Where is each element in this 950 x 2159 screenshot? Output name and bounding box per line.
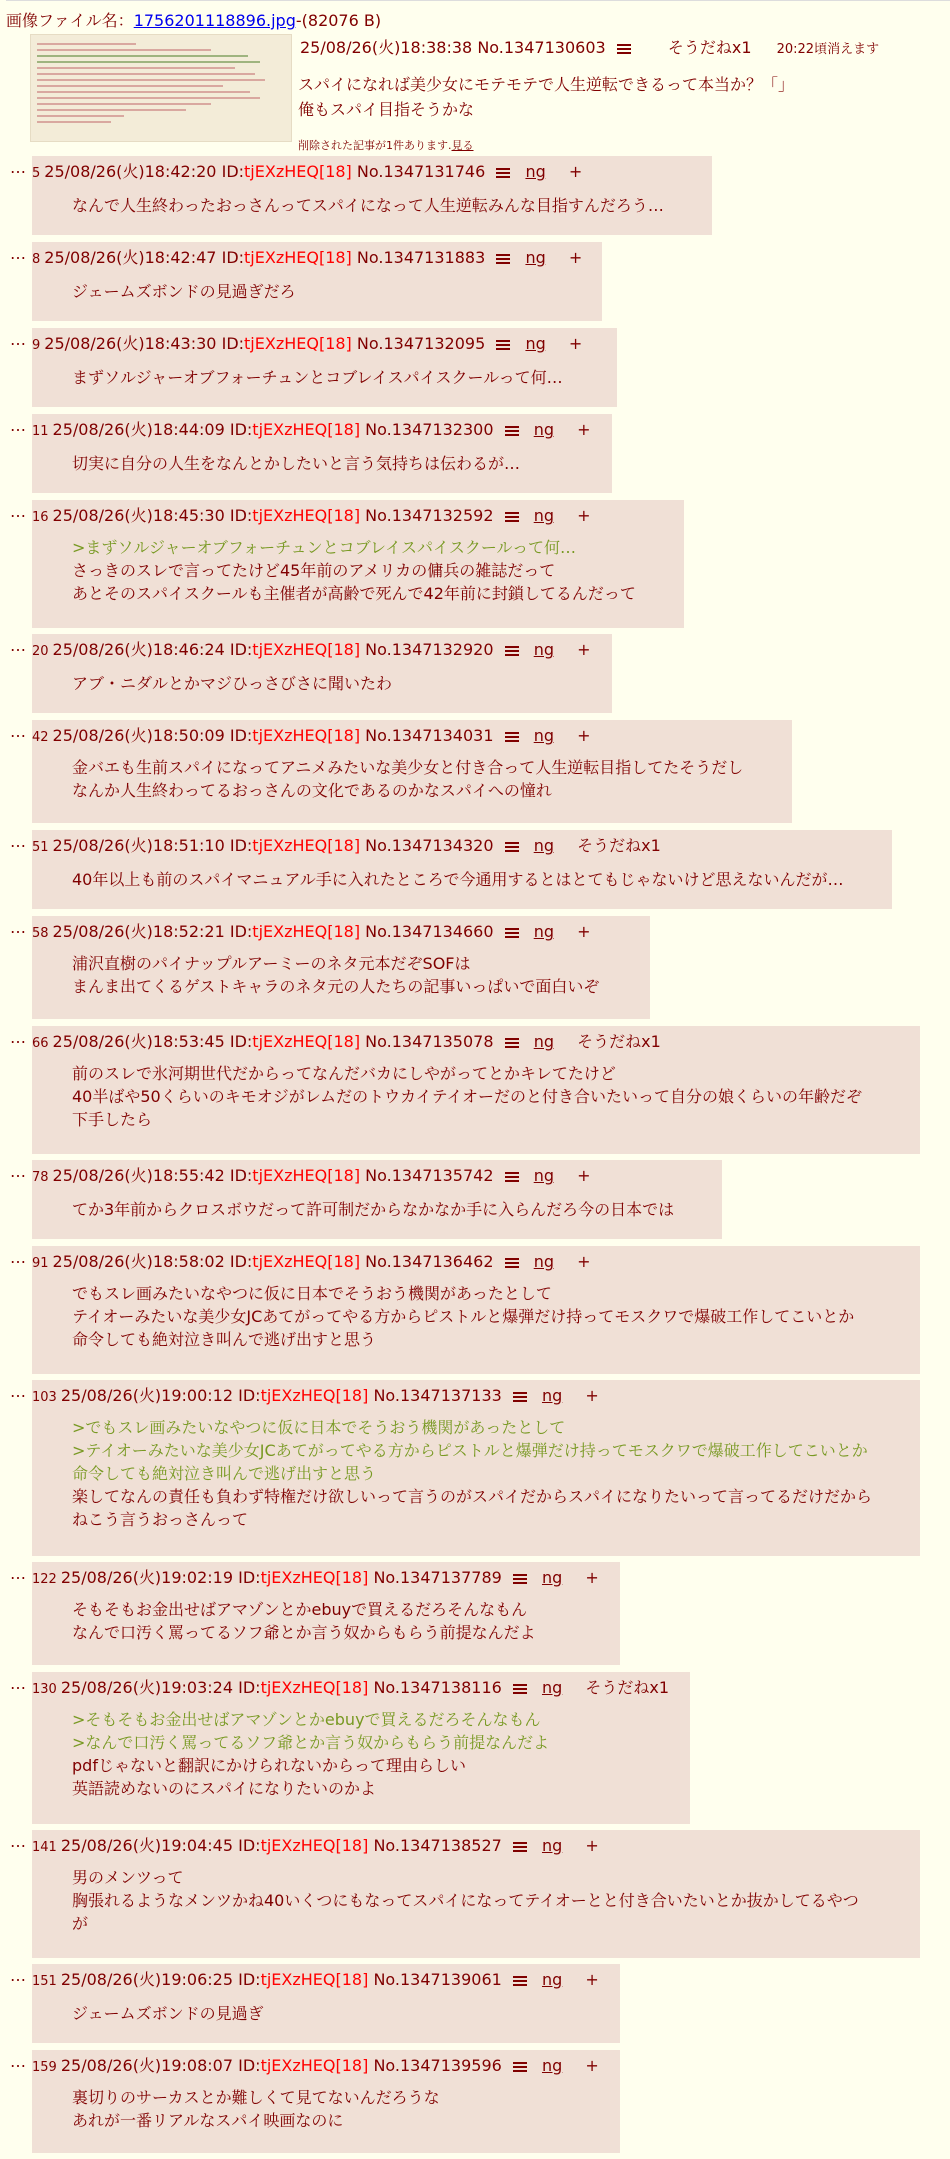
reply-number[interactable]: No.1347134320 [365,836,494,855]
reply-body [72,452,520,475]
reply-header [32,503,591,526]
reply-no: 141 [32,1840,57,1855]
reply-dots: … [10,1162,26,1181]
sodane-button[interactable]: + [568,248,583,267]
reply-number[interactable]: No.1347135078 [365,1032,494,1051]
op-line: 俺もスパイ目指そうかな [298,100,475,119]
reply-header [32,331,582,354]
sodane-button[interactable]: + [585,1568,599,1587]
reply-no: 122 [32,1572,57,1587]
reply-no: 16 [32,510,49,525]
reply-datetime: 25/08/26(火)18:51:10 [52,836,225,855]
body-line: 裏切りのサーカスとか難しくて見てないんだろうな [72,2088,440,2107]
reply-id-prefix: ID: [238,1836,261,1855]
body-line: 胸張れるようなメンツかね40いくつにもなってスパイになってテイオーとと付き合いたいとか抜かしてるやつ [72,1891,859,1910]
ng-button[interactable]: ng [533,726,554,745]
reply-row [0,242,950,321]
reply-datetime: 25/08/26(火)18:42:47 [44,248,217,267]
reply-row [0,1380,950,1556]
reply-post [32,1672,690,1824]
reply-id[interactable]: tjEXzHEQ[18] [252,922,361,941]
reply-header [32,637,591,660]
body-line: 楽してなんの責任も負わず特権だけ欲しいって言うのがスパイだからスパイになりたいって言ってるだけだから [72,1487,873,1506]
reply-no: 51 [32,840,49,855]
reply-datetime: 25/08/26(火)18:44:09 [52,420,225,439]
reply-dots: … [10,722,26,741]
file-link[interactable]: 1756201118896.jpg [133,11,296,30]
ng-button[interactable]: ng [533,1252,554,1271]
reply-datetime: 25/08/26(火)18:53:45 [52,1032,225,1051]
reply-id[interactable]: tjEXzHEQ[18] [252,1032,361,1051]
reply-header [32,1029,661,1052]
reply-header [32,1163,591,1186]
reply-post [32,156,712,235]
reply-datetime: 25/08/26(火)19:08:07 [60,2056,234,2075]
reply-number[interactable]: No.1347134660 [365,922,494,941]
menu-icon[interactable] [505,511,519,523]
file-size: -(82076 B) [295,11,382,30]
reply-id[interactable]: tjEXzHEQ[18] [252,506,361,525]
reply-header [32,2053,599,2076]
sodane-button[interactable]: そうだねx1 [577,1032,661,1051]
reply-post [32,1246,920,1374]
reply-body [72,868,844,891]
reply-id[interactable]: tjEXzHEQ[18] [244,162,352,181]
body-line: 40半ばや50くらいのキモオジがレムだのトウカイテイオーだのと付き合いたいって自分の娘くらいの年齢だぞ [72,1087,863,1106]
reply-id-prefix: ID: [229,922,253,941]
top-divider [6,0,950,1]
ng-button[interactable]: ng [541,1568,563,1587]
reply-id-prefix: ID: [238,2056,261,2075]
reply-post [32,2050,620,2153]
reply-header [32,1833,599,1856]
op-number[interactable]: No.1347130603 [477,38,606,57]
reply-no: 20 [32,644,49,659]
reply-row [0,916,950,1019]
reply-body [72,2002,264,2025]
menu-icon[interactable] [505,1037,519,1049]
file-info [6,8,381,31]
ng-button[interactable]: ng [533,506,554,525]
op-expire: 20:22頃消えます [776,42,880,57]
op-line: スパイになれば美少女にモテモテで人生逆転できるって本当か？「」 [298,75,795,94]
reply-header [32,1967,599,1990]
reply-number[interactable]: No.1347132592 [365,506,494,525]
reply-no: 66 [32,1036,49,1051]
menu-icon[interactable] [513,1975,527,1987]
reply-id[interactable]: tjEXzHEQ[18] [252,836,361,855]
reply-body [72,1062,862,1131]
reply-id-prefix: ID: [229,1252,253,1271]
reply-id[interactable]: tjEXzHEQ[18] [252,726,361,745]
reply-row [0,1964,950,2043]
reply-id[interactable]: tjEXzHEQ[18] [260,1568,369,1587]
ng-button[interactable]: ng [541,1386,563,1405]
reply-number[interactable]: No.1347139596 [373,2056,502,2075]
menu-icon[interactable] [513,1841,527,1853]
menu-icon[interactable] [496,339,510,351]
quote-line: >まずソルジャーオブフォーチュンとコブレイスパイスクールって何… [72,538,577,557]
reply-post [32,1380,920,1556]
ng-button[interactable]: ng [525,248,546,267]
reply-post [32,830,892,909]
reply-row [0,500,950,628]
ng-button[interactable]: ng [541,2056,563,2075]
reply-datetime: 25/08/26(火)18:42:20 [44,162,217,181]
reply-no: 130 [32,1682,57,1697]
reply-id-prefix: ID: [221,334,245,353]
body-line: 男のメンツって [72,1868,184,1887]
reply-no: 159 [32,2060,57,2075]
reply-id-prefix: ID: [238,1386,261,1405]
reply-dots: … [10,416,26,435]
reply-no: 78 [32,1170,49,1185]
reply-datetime: 25/08/26(火)19:00:12 [60,1386,234,1405]
reply-number[interactable]: No.1347131746 [356,162,486,181]
reply-number[interactable]: No.1347135742 [365,1166,494,1185]
sodane-button[interactable]: + [585,1386,599,1405]
reply-number[interactable]: No.1347131883 [356,248,486,267]
reply-dots: … [10,1382,26,1401]
menu-icon[interactable] [496,167,510,179]
sodane-button[interactable]: + [568,162,583,181]
reply-no: 151 [32,1974,57,1989]
reply-dots: … [10,1966,26,1985]
body-line: あとそのスパイスクールも主催者が高齢で死んで42年前に封鎖してるんだって [72,584,636,603]
reply-row [0,1246,950,1374]
reply-dots: … [10,330,26,349]
reply-body [72,756,743,802]
body-line: 前のスレで氷河期世代だからってなんだバカにしやがってとかキレてたけど [72,1064,616,1083]
reply-post [32,500,684,628]
reply-number[interactable]: No.1347139061 [373,1970,502,1989]
sodane-button[interactable]: そうだねx1 [577,836,661,855]
reply-datetime: 25/08/26(火)18:55:42 [52,1166,225,1185]
reply-header [32,919,591,942]
reply-dots: … [10,832,26,851]
op-body [298,72,794,122]
reply-header [32,417,591,440]
reply-body [72,672,392,695]
sodane-button[interactable]: + [585,1970,599,1989]
menu-icon[interactable] [513,1683,527,1695]
ng-button[interactable]: ng [541,1836,563,1855]
reply-row [0,634,950,713]
reply-id[interactable]: tjEXzHEQ[18] [252,420,361,439]
reply-body [72,1708,549,1800]
deleted-show-link[interactable]: 見る [451,139,474,152]
reply-id-prefix: ID: [221,162,245,181]
reply-datetime: 25/08/26(火)18:52:21 [52,922,225,941]
reply-datetime: 25/08/26(火)19:06:25 [60,1970,234,1989]
reply-number[interactable]: No.1347138527 [373,1836,502,1855]
reply-id[interactable]: tjEXzHEQ[18] [244,334,352,353]
ng-button[interactable]: ng [533,640,554,659]
reply-body [72,536,636,605]
body-line: ジェームズボンドの見過ぎだろ [72,282,296,301]
reply-no: 103 [32,1390,57,1405]
reply-post [32,720,792,823]
reply-number[interactable]: No.1347137789 [373,1568,502,1587]
sodane-button[interactable]: + [577,1166,591,1185]
menu-icon[interactable] [617,43,631,55]
reply-post [32,1562,620,1665]
body-line: ジェームズボンドの見過ぎ [72,2004,264,2023]
reply-header [32,1565,599,1588]
menu-icon[interactable] [513,1573,527,1585]
body-line: まずソルジャーオブフォーチュンとコブレイスパイスクールって何… [72,368,563,387]
reply-header [32,159,582,182]
reply-dots: … [10,1674,26,1693]
reply-no: 42 [32,730,49,745]
reply-header [32,1249,591,1272]
body-line: 40年以上も前のスパイマニュアル手に入れたところで今通用するとはとてもじゃないけど思えないんだが… [72,870,844,889]
reply-post [32,242,602,321]
reply-body [72,366,563,389]
reply-row [0,1026,950,1154]
reply-post [32,328,617,407]
reply-dots: … [10,1564,26,1583]
reply-dots: … [10,158,26,177]
reply-datetime: 25/08/26(火)19:03:24 [60,1678,234,1697]
deleted-notice [298,137,474,153]
reply-row [0,1672,950,1824]
reply-id[interactable]: tjEXzHEQ[18] [252,1252,361,1271]
ng-button[interactable]: ng [541,1970,563,1989]
reply-id[interactable]: tjEXzHEQ[18] [260,2056,369,2075]
reply-id-prefix: ID: [221,248,245,267]
reply-no: 58 [32,926,49,941]
menu-icon[interactable] [505,731,519,743]
sodane-button[interactable]: + [577,506,591,525]
reply-id[interactable]: tjEXzHEQ[18] [244,248,352,267]
reply-dots: … [10,636,26,655]
sodane-button[interactable]: + [577,640,591,659]
reply-dots: … [10,502,26,521]
reply-datetime: 25/08/26(火)18:50:09 [52,726,225,745]
body-line: あれが一番リアルなスパイ映画なのに [72,2111,344,2130]
menu-icon[interactable] [505,1257,519,1269]
body-line: なんで人生終わったおっさんってスパイになって人生逆転みんな目指すんだろう… [72,196,664,215]
reply-post [32,414,612,493]
reply-post [32,1964,620,2043]
reply-datetime: 25/08/26(火)18:43:30 [44,334,217,353]
reply-id-prefix: ID: [229,420,253,439]
reply-dots: … [10,918,26,937]
menu-icon[interactable] [513,2061,527,2073]
quote-line: >テイオーみたいな美少女JCあてがってやる方からピストルと爆弾だけ持ってモスクワで爆破工作してこいとか [72,1441,868,1460]
ng-button[interactable]: ng [533,836,554,855]
reply-datetime: 25/08/26(火)19:04:45 [60,1836,234,1855]
body-line: が [72,1914,89,1933]
reply-row [0,328,950,407]
reply-row [0,156,950,235]
ng-button[interactable]: ng [533,1032,554,1051]
reply-post [32,1026,920,1154]
reply-number[interactable]: No.1347137133 [373,1386,502,1405]
sodane-button[interactable]: + [568,334,583,353]
ng-button[interactable]: ng [533,420,554,439]
file-label: 画像ファイル名： [6,11,134,30]
reply-id[interactable]: tjEXzHEQ[18] [260,1678,369,1697]
reply-body [72,1598,536,1644]
sodane-button[interactable]: + [585,1836,599,1855]
reply-no: 91 [32,1256,49,1271]
reply-id-prefix: ID: [229,836,253,855]
thread-image-thumbnail[interactable] [30,34,292,142]
menu-icon[interactable] [496,253,510,265]
reply-number[interactable]: No.1347132300 [365,420,494,439]
body-line: さっきのスレで言ってたけど45年前のアメリカの傭兵の雑誌だって [72,561,556,580]
ng-button[interactable]: ng [541,1678,563,1697]
body-line: そもそもお金出せばアマゾンとかebuyで買えるだろそんなもん [72,1600,528,1619]
reply-body [72,1866,859,1935]
reply-datetime: 25/08/26(火)19:02:19 [60,1568,234,1587]
reply-header [32,723,591,746]
quote-line: >でもスレ画みたいなやつに仮に日本でそうおう機関があったとして [72,1418,566,1437]
quote-line: 命令しても絶対泣き叫んで逃げ出すと思う [72,1464,377,1483]
sodane-button[interactable]: そうだねx1 [585,1678,670,1697]
reply-id-prefix: ID: [229,506,253,525]
reply-datetime: 25/08/26(火)18:46:24 [52,640,225,659]
reply-post [32,916,650,1019]
reply-row [0,1562,950,1665]
deleted-text: 削除された記事が1件あります. [298,139,452,152]
reply-dots: … [10,1248,26,1267]
menu-icon[interactable] [505,841,519,853]
reply-id[interactable]: tjEXzHEQ[18] [252,640,361,659]
menu-icon[interactable] [505,645,519,657]
reply-header [32,1675,669,1698]
reply-id-prefix: ID: [229,1166,253,1185]
reply-body [72,280,296,303]
reply-number[interactable]: No.1347134031 [365,726,494,745]
reply-number[interactable]: No.1347132095 [356,334,486,353]
reply-post [32,1160,722,1239]
reply-body [72,1416,872,1531]
body-line: てか3年前からクロスボウだって許可制だからなかなか手に入らんだろ今の日本では [72,1200,675,1219]
reply-dots: … [10,1832,26,1851]
reply-row [0,414,950,493]
ng-button[interactable]: ng [525,334,546,353]
reply-id[interactable]: tjEXzHEQ[18] [252,1166,361,1185]
reply-row [0,1160,950,1239]
reply-no: 9 [32,338,41,353]
body-line: 金バエも生前スパイになってアニメみたいな美少女と付き合って人生逆転目指してたそうだし [72,758,744,777]
reply-body [72,1282,854,1351]
body-line: なんで口汚く罵ってるソフ爺とか言う奴からもらう前提なんだよ [72,1623,536,1642]
quote-line: >そもそもお金出せばアマゾンとかebuyで買えるだろそんなもん [72,1710,541,1729]
menu-icon[interactable] [505,425,519,437]
ng-button[interactable]: ng [525,162,546,181]
reply-no: 8 [32,252,41,267]
reply-number[interactable]: No.1347132920 [365,640,494,659]
sodane-button[interactable]: + [577,1252,591,1271]
reply-row [0,830,950,909]
body-line: まんま出てくるゲストキャラのネタ元の人たちの記事いっぱいで面白いぞ [72,977,600,996]
body-line: 切実に自分の人生をなんとかしたいと言う気持ちは伝わるが… [72,454,521,473]
reply-header [32,1383,599,1406]
body-line: pdfじゃないと翻訳にかけられないからって理由らしい [72,1756,466,1775]
body-line: なんか人生終わってるおっさんの文化であるのかなスパイへの憧れ [72,781,552,800]
body-line: アブ・ニダルとかマジひっさびさに聞いたわ [72,674,393,693]
quote-line: >なんで口汚く罵ってるソフ爺とか言う奴からもらう前提なんだよ [72,1733,550,1752]
reply-body [72,1198,674,1221]
body-line: ねこう言うおっさんって [72,1510,249,1529]
op-datetime: 25/08/26(火)18:38:38 [300,38,473,57]
reply-body [72,194,664,217]
reply-dots: … [10,2052,26,2071]
reply-id-prefix: ID: [238,1678,261,1697]
ng-button[interactable]: ng [533,922,554,941]
reply-id-prefix: ID: [229,1032,253,1051]
reply-number[interactable]: No.1347138116 [373,1678,502,1697]
reply-id[interactable]: tjEXzHEQ[18] [260,1970,369,1989]
body-line: 浦沢直樹のパイナップルアーミーのネタ元本だぞSOFは [72,954,471,973]
sodane-button[interactable]: + [585,2056,599,2075]
ng-button[interactable]: ng [533,1166,554,1185]
reply-row [0,1830,950,1958]
body-line: 命令しても絶対泣き叫んで逃げ出すと思う [72,1330,377,1349]
reply-number[interactable]: No.1347136462 [365,1252,494,1271]
sodane-button[interactable]: + [577,922,591,941]
reply-row [0,2050,950,2153]
reply-id-prefix: ID: [238,1568,261,1587]
reply-post [32,1830,920,1958]
menu-icon[interactable] [505,1171,519,1183]
reply-dots: … [10,1028,26,1047]
op-sodane[interactable]: そうだねx1 [667,38,752,57]
reply-row [0,720,950,823]
reply-body [72,952,599,998]
menu-icon[interactable] [513,1391,527,1403]
body-line: テイオーみたいな美少女JCあてがってやる方からピストルと爆弾だけ持ってモスクワで爆破工作してこいとか [72,1307,855,1326]
sodane-button[interactable]: + [577,420,591,439]
reply-post [32,634,612,713]
body-line: でもスレ画みたいなやつに仮に日本でそうおう機関があったとして [72,1284,552,1303]
reply-body [72,2086,440,2132]
reply-id-prefix: ID: [229,726,253,745]
reply-header [32,833,661,856]
body-line: 下手したら [72,1110,153,1129]
reply-datetime: 25/08/26(火)18:45:30 [52,506,225,525]
sodane-button[interactable]: + [577,726,591,745]
reply-id[interactable]: tjEXzHEQ[18] [260,1836,369,1855]
op-header [300,35,879,58]
reply-dots: … [10,244,26,263]
menu-icon[interactable] [505,927,519,939]
reply-id-prefix: ID: [238,1970,261,1989]
reply-id-prefix: ID: [229,640,253,659]
reply-header [32,245,582,268]
body-line: 英語読めないのにスパイになりたいのかよ [72,1779,377,1798]
reply-no: 11 [32,424,49,439]
reply-id[interactable]: tjEXzHEQ[18] [260,1386,369,1405]
reply-no: 5 [32,166,41,181]
reply-datetime: 25/08/26(火)18:58:02 [52,1252,225,1271]
